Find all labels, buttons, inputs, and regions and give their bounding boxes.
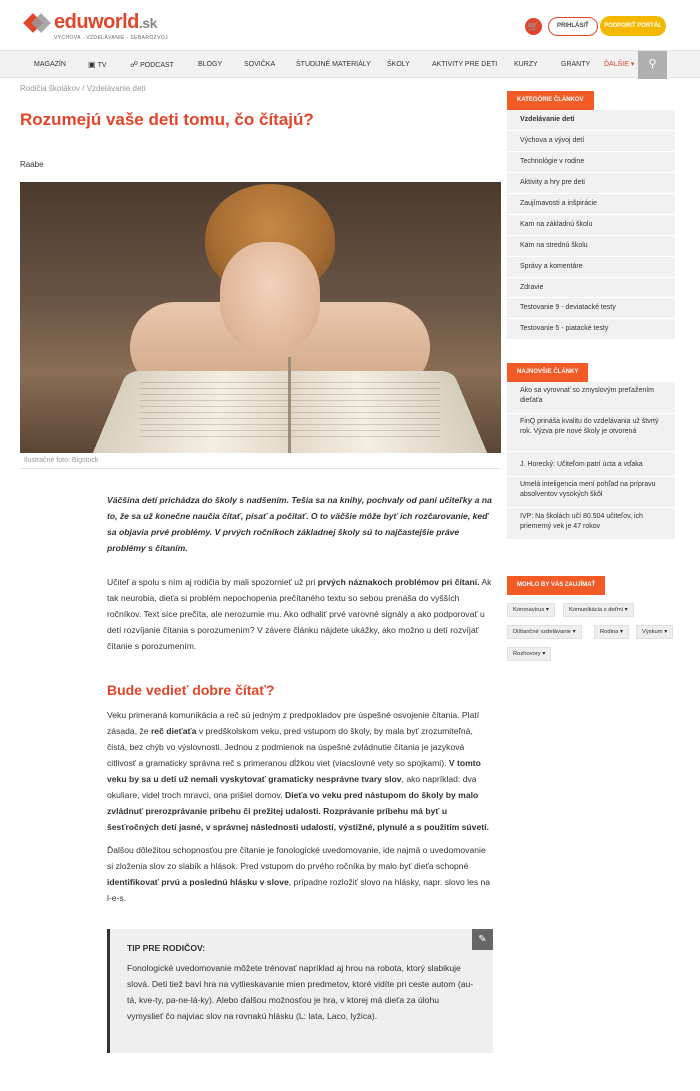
interest-heading: MOHLO BY VÁS ZAUJÍMAŤ <box>507 576 605 595</box>
nav-item-skoly[interactable] <box>387 51 410 79</box>
logo-mark-icon <box>24 12 50 34</box>
search-icon[interactable]: ⚲ <box>638 51 667 79</box>
nav-item-magazin[interactable] <box>34 51 66 79</box>
logo-tagline: VÝCHOVA · VZDELÁVANIE · SEBAROZVOJ <box>54 35 168 41</box>
category-item[interactable]: Vzdelávanie detí <box>507 110 675 131</box>
tag-label: Rozhovory <box>513 651 541 657</box>
category-item[interactable]: Technológie v rodine <box>507 152 675 173</box>
categories-list <box>507 110 675 339</box>
tag-distancne[interactable]: Dištančné vzdelávanie ▾ <box>507 625 582 639</box>
text: v predškolskom veku, pred vstupom do školy, by mala byť zrozumiteľná, čistá, bez chýb vo výslovnosti. Jednou z podmienok na úspešné zvládnutie čítania je jazyková citlivosť a gramaticky správna reč s primeranou dĺžkou viet (viacslovné vety so spojkami). <box>107 726 473 768</box>
newest-item[interactable]: FinQ prináša kvalitu do vzdelávania už štvrtý rok. Výzva pre nové školy je otvorená <box>507 417 675 452</box>
cart-icon[interactable]: 🛒 <box>525 18 542 35</box>
text-bold: identifikovať prvú a poslednú hlásku v slove <box>107 877 289 887</box>
text-bold: prvých náznakoch problémov pri čítaní. <box>317 577 480 587</box>
categories-heading: KATEGÓRIE ČLÁNKOV <box>507 91 594 110</box>
tag-label: Rodina <box>600 629 619 635</box>
article-title: Rozumejú vaše deti tomu, čo čítajú? <box>20 110 314 129</box>
logo-sk: .sk <box>138 15 157 31</box>
nav-label: ĎALŠIE <box>604 61 629 68</box>
article-paragraph <box>107 707 493 835</box>
tag-rodina[interactable]: Rodina ▾ <box>594 625 629 639</box>
nav-item-dalsie[interactable] <box>604 51 634 79</box>
nav-item-sovicka[interactable] <box>244 51 275 79</box>
tip-title: TIP PRE RODIČOV: <box>127 943 206 953</box>
nav-item-blogy[interactable] <box>198 51 222 79</box>
nav-item-aktivity[interactable] <box>432 51 497 79</box>
nav-label: ŠTUDIJNÉ MATERIÁLY <box>296 61 371 68</box>
tag-rozhovory[interactable]: Rozhovory ▾ <box>507 647 551 661</box>
category-item[interactable]: Výchova a vývoj detí <box>507 131 675 152</box>
text: , prípadne rozložiť slovo na hlásky, napr. slovo les na l-e-s. <box>107 877 491 903</box>
nav-item-kurzy[interactable] <box>514 51 538 79</box>
main-nav <box>0 50 700 78</box>
logo-edu: edu <box>54 11 89 33</box>
nav-label: TV <box>97 62 107 69</box>
text: , ako napríklad: dva okuliare, videl troch mravci, ona prišiel domov. <box>107 774 477 800</box>
newest-list <box>507 382 675 539</box>
nav-label: PODCAST <box>140 62 174 69</box>
nav-item-granty[interactable] <box>561 51 590 79</box>
login-button[interactable]: PRIHLÁSIŤ <box>548 17 598 36</box>
nav-item-tv[interactable] <box>88 51 107 79</box>
divider <box>20 468 501 469</box>
category-item[interactable]: Správy a komentáre <box>507 257 675 278</box>
tv-icon: ▣ <box>88 60 96 69</box>
newest-heading: NAJNOVŠIE ČLÁNKY <box>507 363 588 382</box>
nav-label: KURZY <box>514 61 538 68</box>
nav-item-studijne[interactable] <box>296 51 371 79</box>
tip-box <box>107 929 493 1053</box>
pencil-icon: ✎ <box>472 929 493 950</box>
category-item[interactable]: Zdravie <box>507 278 675 298</box>
text-bold: Dieťa vo veku pred nástupom do školy by malo zvládnuť prerozprávanie príbehu či prežitej udalosti. Rozprávanie príbehu má byť u šesťročných detí jasné, v správnej následnosti udalostí, výstižné, plynulé a s použitím súvetí. <box>107 790 489 832</box>
site-header <box>0 0 700 50</box>
category-item[interactable]: Kam na strednú školu <box>507 236 675 257</box>
article-paragraph <box>107 574 493 654</box>
tag-koronavirus[interactable]: Koronavírus ▾ <box>507 603 555 617</box>
tip-text: Fonologické uvedomovanie môžete trénovať napríklad aj hrou na robota, ktorý slabikuje slová. Deti tiež baví hra na vytlieskavanie mien predmetov, ktoré vidíte pri ceste autom (au-tá, kve-ty, pa-ne-lá-ky). Alebo ďalšou možnosťou je hra, v ktorej má dieťa za úlohu vymyslieť čo najviac slov na rovnakú hlásku (L: lata, Laco, lyžica). <box>127 963 474 1021</box>
nav-label: BLOGY <box>198 61 223 68</box>
article-paragraph <box>107 842 493 906</box>
site-logo[interactable] <box>24 12 168 41</box>
logo-world: world <box>88 11 139 33</box>
tag-label: Dištančné vzdelávanie <box>513 629 572 635</box>
nav-item-podcast[interactable] <box>130 51 174 79</box>
breadcrumb[interactable]: Rodičia školákov / Vzdelávanie detí <box>20 84 146 93</box>
text: Veku primeraná komunikácia a reč sú jedným z predpokladov pre úspešné osvojenie čítania. Platí zásada, že <box>107 710 480 736</box>
text-bold: V tomto veku by sa u detí už nemali vyskytovať gramaticky nesprávne tvary slov <box>107 758 481 784</box>
chevron-down-icon: ▾ <box>628 61 635 68</box>
category-item[interactable]: Testovanie 5 - piatacké testy <box>520 325 609 332</box>
nav-label: AKTIVITY PRE DETI <box>432 61 498 68</box>
newest-item[interactable]: IVP: Na školách učí 80.504 učiteľov, ich priemerný vek je 47 rokov <box>520 513 643 530</box>
text: Ďalšou dôležitou schopnosťou pre čítanie je fonologické uvedomovanie, ide najmä o uvedomovanie si zloženia slov zo slabík a hlások. Pred vstupom do prvého ročníka by malo byť dieťa schopné <box>107 845 486 871</box>
nav-label: GRANTY <box>561 61 591 68</box>
tag-vyskum[interactable]: Výskum ▾ <box>636 625 673 639</box>
category-item[interactable]: Kam na základnú školu <box>507 215 675 236</box>
tag-label: Komunikácia s deťmi <box>569 607 624 613</box>
image-caption: Ilustračné foto: Bigstock <box>24 457 99 464</box>
newest-item[interactable]: J. Horecký: Učiteľom patrí úcta a vďaka <box>507 460 675 477</box>
support-portal-button[interactable]: PODPORIŤ PORTÁL <box>600 16 666 36</box>
text-bold: reč dieťaťa <box>150 726 197 736</box>
headphones-icon: ☍ <box>130 60 139 69</box>
article-author: Raabe <box>20 160 44 169</box>
newest-item[interactable]: Ako sa vyrovnať so zmyslovým preťažením dieťaťa <box>507 386 675 414</box>
tag-label: Výskum <box>642 629 663 635</box>
nav-label: ŠKOLY <box>387 61 410 68</box>
category-item[interactable]: Testovanie 9 - deviatacké testy <box>507 298 675 319</box>
text: Učiteľ a spolu s ním aj rodičia by mali spozornieť už pri <box>107 577 318 587</box>
newest-item[interactable]: Umelá inteligencia mení pohľad na prípravu absolventov vysokých škôl <box>507 480 675 508</box>
category-item[interactable]: Aktivity a hry pre deti <box>507 173 675 194</box>
nav-label: SOVIČKA <box>244 61 276 68</box>
category-item[interactable]: Zaujímavosti a inšpirácie <box>507 194 675 215</box>
tag-label: Koronavírus <box>513 607 545 613</box>
article-lead: Väčšina detí prichádza do školy s nadšením. Tešia sa na knihy, pochvaly od pani učiteľky a na to, že sa už konečne naučia čítať, písať a počítať. O to väčšie môže byť ich rozčarovanie, keď sa objavia prvé problémy. V prvých ročníkoch základnej školy sú to najčastejšie práve problémy s čítaním. <box>107 495 492 553</box>
nav-label: MAGAZÍN <box>34 61 66 68</box>
text: Ak tak neurobia, dieťa si problém nepochopenia prečítaného textu so sebou prenáša do vyšších ročníkov. Text síce prečíta, ale nerozumie mu. Ako odhaliť prvé varovné signály a ako podporovať u detí rozvíjanie čítania s porozumením? V závere článku nájdete ukážky, ako možno u detí rozvíjať čítanie s porozumením. <box>107 577 492 651</box>
article-hero-image <box>20 182 501 453</box>
section-heading: Bude vedieť dobre čítať? <box>107 682 275 698</box>
tag-komunikacia[interactable]: Komunikácia s deťmi ▾ <box>563 603 634 617</box>
